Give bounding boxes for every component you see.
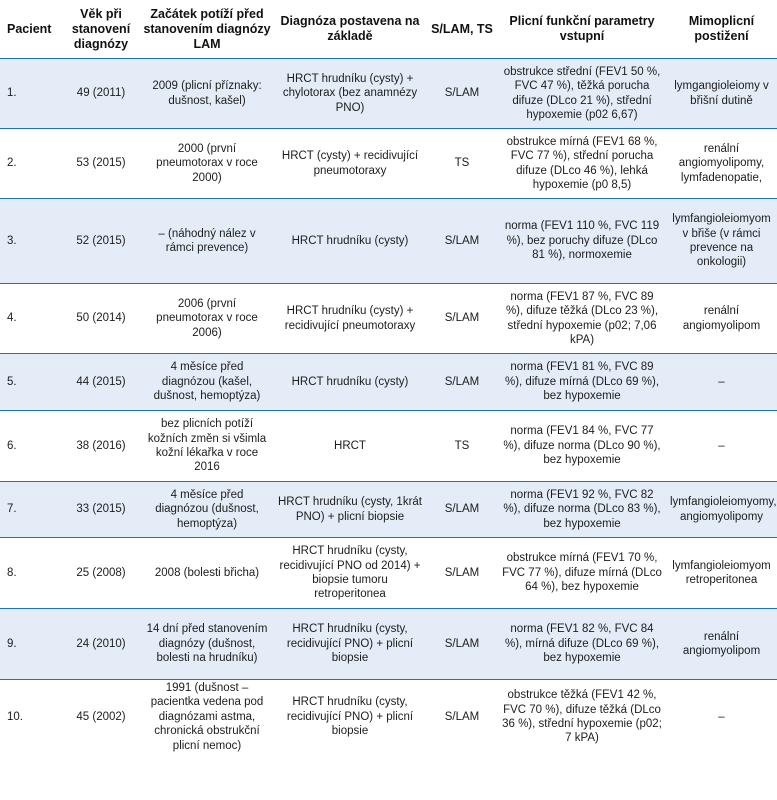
cell-zacatek: 4 měsíce před diagnózou (dušnost, hemoptýza) — [140, 482, 274, 538]
cell-mimoplicni: lymfangioleiomyom v břiše (v rámci prevence na onkologii) — [666, 199, 777, 284]
cell-mimoplicni: – — [718, 439, 725, 452]
cell-vek: 33 (2015) — [62, 482, 140, 538]
cell-plicni: norma (FEV1 87 %, FVC 89 %), difuze těžká (DLco 23 %), střední hypoxemie (p02; 7,06 kPA) — [505, 290, 659, 346]
cell-pacient: 1. — [0, 59, 62, 129]
cell-typ: S/LAM — [426, 199, 498, 284]
cell-pacient: 10. — [7, 710, 23, 723]
cell-plicni: norma (FEV1 92 %, FVC 82 %), difuze norma (DLco 83 %), bez hypoxemie — [498, 482, 666, 538]
header-mimoplicni: Mimoplicní postižení — [688, 14, 755, 43]
cell-typ: S/LAM — [426, 59, 498, 129]
cell-typ: TS — [454, 439, 470, 452]
cell-vek: 24 (2010) — [62, 609, 140, 680]
cell-typ: S/LAM — [426, 609, 498, 680]
cell-mimoplicni: – — [666, 354, 777, 411]
cell-plicni: obstrukce mírná (FEV1 68 %, FVC 77 %), střední porucha difuze (DLco 46 %), lehká hypoxemie (p0 8,5) — [506, 135, 658, 191]
cell-pacient: 2. — [7, 157, 17, 170]
cell-vek: 53 (2015) — [76, 157, 126, 170]
header-pacient: Pacient — [7, 21, 52, 36]
cell-pacient: 7. — [0, 482, 62, 538]
cell-pacient: 6. — [7, 439, 17, 452]
table-row — [0, 129, 777, 199]
cell-vek: 25 (2008) — [76, 566, 126, 579]
cell-diagnoza: HRCT hrudníku (cysty) — [274, 199, 426, 284]
table-row — [0, 609, 777, 680]
table-row — [0, 411, 777, 482]
cell-diagnoza: HRCT hrudníku (cysty) — [274, 354, 426, 411]
cell-zacatek: 14 dní před stanovením diagnózy (dušnost, bolesti na hrudníku) — [140, 609, 274, 680]
cell-diagnoza: HRCT hrudníku (cysty, recidivující PNO) + plicní biopsie — [274, 609, 426, 680]
cell-diagnoza: HRCT hrudníku (cysty) + recidivující pneumotoraxy — [284, 305, 416, 332]
cell-vek: 49 (2011) — [62, 59, 140, 129]
cell-diagnoza: HRCT — [334, 439, 366, 452]
cell-typ: S/LAM — [444, 710, 480, 723]
cell-plicni: norma (FEV1 84 %, FVC 77 %), difuze norma (DLco 90 %), bez hypoxemie — [503, 425, 661, 467]
cell-zacatek: 2008 (bolesti břicha) — [154, 566, 260, 579]
cell-diagnoza: HRCT (cysty) + recidivující pneumotoraxy — [281, 150, 419, 177]
table-row — [0, 199, 777, 284]
cell-plicni: obstrukce těžká (FEV1 42 %, FVC 70 %), difuze těžká (DLco 36 %), střední hypoxemie (p02; 7 kPA) — [502, 689, 662, 745]
cell-mimoplicni: lymgangioleiomy v břišní dutině — [666, 59, 777, 129]
cell-vek: 44 (2015) — [62, 354, 140, 411]
cell-zacatek: bez plicních potíží kožních změn si všimla kožní lékařka v roce 2016 — [147, 418, 267, 474]
table-row — [0, 284, 777, 354]
cell-pacient: 9. — [0, 609, 62, 680]
cell-mimoplicni: renální angiomyolipomy, lymfadenopatie, — [678, 142, 765, 184]
cell-mimoplicni: – — [718, 710, 725, 723]
cell-pacient: 3. — [0, 199, 62, 284]
cell-plicni: norma (FEV1 110 %, FVC 119 %), bez poruchy difuze (DLco 81 %), normoxemie — [498, 199, 666, 284]
cell-diagnoza: HRCT hrudníku (cysty, recidivující PNO od 2014) + biopsie tumoru retroperitonea — [279, 545, 421, 601]
cell-pacient: 8. — [7, 566, 17, 579]
cell-pacient: 4. — [7, 312, 17, 325]
cell-plicni: obstrukce mírná (FEV1 70 %, FVC 77 %), difuze mírná (DLco 64 %), bez hypoxemie — [502, 552, 662, 594]
cell-typ: S/LAM — [444, 566, 480, 579]
cell-vek: 52 (2015) — [62, 199, 140, 284]
cell-typ: S/LAM — [426, 482, 498, 538]
cell-mimoplicni: renální angiomyolipom — [682, 305, 761, 332]
header-plicni: Plicní funkční parametry vstupní — [509, 14, 655, 43]
cell-pacient: 5. — [0, 354, 62, 411]
cell-zacatek: 4 měsíce před diagnózou (kašel, dušnost, hemoptýza) — [140, 354, 274, 411]
table-row — [0, 680, 777, 755]
cell-zacatek: 2000 (první pneumotorax v roce 2000) — [156, 142, 258, 184]
cell-plicni: norma (FEV1 82 %, FVC 84 %), mírná difuze (DLco 69 %), bez hypoxemie — [498, 609, 666, 680]
header-row — [0, 0, 777, 59]
cell-zacatek: 2009 (plicní příznaky: dušnost, kašel) — [140, 59, 274, 129]
header-typ: S/LAM, TS — [431, 21, 493, 36]
cell-vek: 38 (2016) — [76, 439, 126, 452]
table-row — [0, 59, 777, 129]
cell-mimoplicni: lymfangioleiomyomy, angiomyolipomy — [666, 482, 777, 538]
header-vek: Věk při stanovení diagnózy — [71, 6, 131, 51]
cell-typ: S/LAM — [444, 312, 480, 325]
cell-zacatek: 1991 (dušnost – pacientka vedena pod diagnózami astma, chronická obstrukční plicní nemoc) — [150, 682, 264, 752]
cell-plicni: norma (FEV1 81 %, FVC 89 %), difuze mírná (DLco 69 %), bez hypoxemie — [498, 354, 666, 411]
header-zacatek: Začátek potíží před stanovením diagnózy LAM — [143, 6, 271, 51]
table-row — [0, 538, 777, 609]
table-row — [0, 482, 777, 538]
cell-typ: TS — [454, 157, 470, 170]
cell-mimoplicni: lymfangioleiomyom retroperitonea — [672, 559, 771, 586]
cell-vek: 45 (2002) — [76, 710, 126, 723]
cell-mimoplicni: renální angiomyolipom — [666, 609, 777, 680]
table-row — [0, 354, 777, 411]
cell-vek: 50 (2014) — [76, 312, 126, 325]
cell-zacatek: – (náhodný nález v rámci prevence) — [140, 199, 274, 284]
cell-diagnoza: HRCT hrudníku (cysty, 1krát PNO) + plicní biopsie — [274, 482, 426, 538]
cell-diagnoza: HRCT hrudníku (cysty, recidivující PNO) + plicní biopsie — [286, 696, 414, 738]
cell-zacatek: 2006 (první pneumotorax v roce 2006) — [156, 297, 258, 339]
header-diagnoza: Diagnóza postavena na základě — [280, 14, 420, 43]
cell-typ: S/LAM — [426, 354, 498, 411]
cell-plicni: obstrukce střední (FEV1 50 %, FVC 47 %), těžká porucha difuze (DLco 21 %), střední hypoxemie (p02 6,67) — [498, 59, 666, 129]
cell-diagnoza: HRCT hrudníku (cysty) + chylotorax (bez anamnézy PNO) — [274, 59, 426, 129]
